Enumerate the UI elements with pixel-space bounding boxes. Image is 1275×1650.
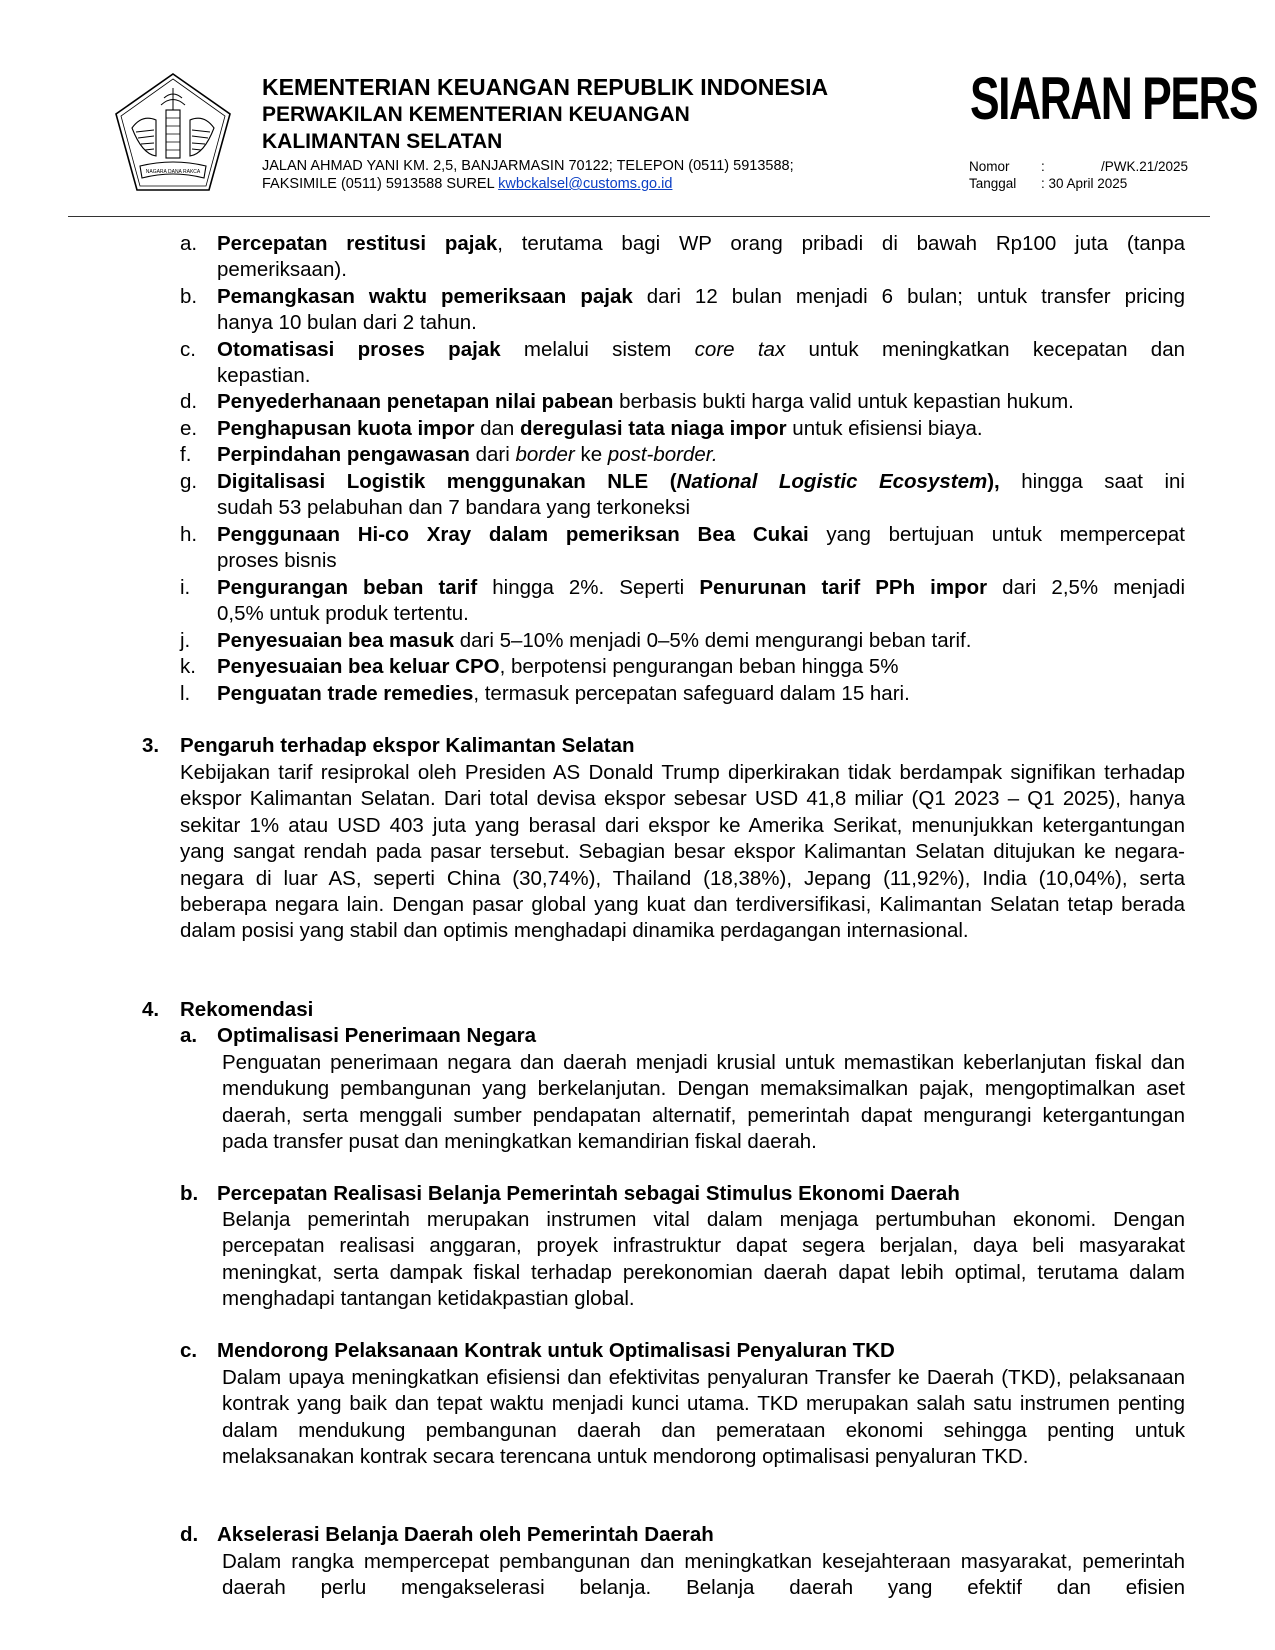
list-item-continuation: proses bisnis (217, 549, 337, 572)
document-type-title: SIARAN PERS (970, 65, 1258, 132)
nomor-value: /PWK.21/2025 (1101, 159, 1189, 174)
svg-text:NAGARA DANA RAKCA: NAGARA DANA RAKCA (145, 169, 201, 175)
list-item: Penyesuaian bea keluar CPO, berpotensi pengurangan beban hingga 5% (217, 655, 899, 678)
list-marker: b. (180, 285, 198, 308)
letterhead (0, 0, 1275, 222)
list-item: Otomatisasi proses pajak melalui sistem core tax untuk meningkatkan kecepatan dan (217, 338, 1185, 361)
list-item: Penguatan trade remedies, termasuk percepatan safeguard dalam 15 hari. (217, 682, 910, 705)
list-item: Penyesuaian bea masuk dari 5–10% menjadi 0–5% demi mengurangi beban tarif. (217, 629, 972, 652)
section-number: 3. (142, 734, 160, 757)
recommendation-marker: d. (180, 1523, 199, 1546)
recommendation-marker: a. (180, 1024, 198, 1047)
list-item-continuation: 0,5% untuk produk tertentu. (217, 602, 469, 625)
org-region: KALIMANTAN SELATAN (262, 130, 503, 153)
recommendation-marker: b. (180, 1182, 199, 1205)
list-item-continuation: sudah 53 pelabuhan dan 7 bandara yang terkoneksi (217, 496, 691, 519)
tanggal-label: Tanggal (969, 176, 1017, 191)
list-item: Pengurangan beban tarif hingga 2%. Seperti Penurunan tarif PPh impor dari 2,5% menjadi (217, 576, 1185, 599)
list-marker: j. (180, 629, 191, 652)
nomor-separator: : (1041, 159, 1045, 174)
list-item-continuation: kepastian. (217, 364, 311, 387)
list-item: Penggunaan Hi-co Xray dalam pemeriksan Bea Cukai yang bertujuan untuk mempercepat (217, 523, 1185, 546)
recommendation-title: Mendorong Pelaksanaan Kontrak untuk Optimalisasi Penyaluran TKD (217, 1339, 895, 1362)
section-title: Pengaruh terhadap ekspor Kalimantan Selatan (180, 734, 635, 757)
recommendation-paragraph: Dalam rangka mempercepat pembangunan dan meningkatkan kesejahteraan masyarakat, pemerintah daerah perlu mengakselerasi belanja. Belanja daerah yang efektif dan efisien (222, 1550, 1185, 1600)
list-marker: d. (180, 390, 198, 413)
ministry-emblem-icon (112, 70, 234, 198)
recommendation-paragraph: Dalam upaya meningkatkan efisiensi dan efektivitas penyaluran Transfer ke Daerah (TKD), pelaksanaan kontrak yang baik dan tepat waktu menjadi kunci utama. TKD merupakan salah satu instrumen penting dalam mendukung pembangunan daerah dan pemerataan ekonomi sehingga penting untuk melaksanakan kontrak secara terencana untuk mendorong optimalisasi penyaluran TKD. (222, 1366, 1185, 1469)
recommendation-marker: c. (180, 1339, 198, 1362)
org-name: KEMENTERIAN KEUANGAN REPUBLIK INDONESIA (262, 74, 829, 100)
list-marker: e. (180, 417, 198, 440)
recommendation-title: Optimalisasi Penerimaan Negara (217, 1024, 537, 1047)
list-marker: c. (180, 338, 196, 361)
list-item: Penghapusan kuota impor dan deregulasi tata niaga impor untuk efisiensi biaya. (217, 417, 983, 440)
section-number: 4. (142, 998, 160, 1021)
recommendation-title: Percepatan Realisasi Belanja Pemerintah sebagai Stimulus Ekonomi Daerah (217, 1182, 960, 1205)
recommendation-title: Akselerasi Belanja Daerah oleh Pemerintah Daerah (217, 1523, 714, 1546)
list-item: Digitalisasi Logistik menggunakan NLE (National Logistic Ecosystem), hingga saat ini (217, 470, 1185, 493)
list-marker: l. (180, 682, 191, 705)
list-item-continuation: hanya 10 bulan dari 2 tahun. (217, 311, 477, 334)
list-marker: h. (180, 523, 198, 546)
org-subunit: PERWAKILAN KEMENTERIAN KEUANGAN (262, 103, 690, 126)
recommendation-paragraph: Belanja pemerintah merupakan instrumen vital dalam menjaga pertumbuhan ekonomi. Dengan percepatan realisasi anggaran, proyek infrastruktur dapat segera berjalan, daya beli masyarakat meningkat, serta dampak fiskal terhadap perekonomian daerah dapat lebih optimal, terutama dalam menghadapi tantangan ketidakpastian global. (222, 1208, 1185, 1311)
list-item: Perpindahan pengawasan dari border ke post-border. (217, 443, 718, 466)
list-marker: i. (180, 576, 191, 599)
section-title: Rekomendasi (180, 998, 314, 1021)
list-item: Percepatan restitusi pajak, terutama bagi WP orang pribadi di bawah Rp100 juta (tanpa (217, 232, 1185, 255)
email-link[interactable]: kwbckalsel@customs.go.id (498, 176, 673, 192)
recommendation-paragraph: Penguatan penerimaan negara dan daerah menjadi krusial untuk memastikan keberlanjutan fiskal dan mendukung pembangunan yang berkelanjutan. Dengan memaksimalkan pajak, mengoptimalkan aset daerah, serta menggali sumber pendapatan alternatif, pemerintah dapat mengurangi ketergantungan pada transfer pusat dan meningkatkan kemandirian fiskal daerah. (222, 1051, 1185, 1154)
list-item-continuation: pemeriksaan). (217, 258, 347, 281)
tanggal-value: : 30 April 2025 (1041, 176, 1128, 191)
nomor-label: Nomor (969, 159, 1010, 174)
contact-line: FAKSIMILE (0511) 5913588 SUREL kwbckalsel@customs.go.id (262, 176, 673, 192)
list-marker: f. (180, 443, 192, 466)
header-divider (68, 216, 1210, 217)
section-paragraph: Kebijakan tarif resiprokal oleh Presiden AS Donald Trump diperkirakan tidak berdampak signifikan terhadap ekspor Kalimantan Selatan. Dari total devisa ekspor sebesar USD 41,8 miliar (Q1 2023 – Q1 2025), hanya sekitar 1% atau USD 403 juta yang berasal dari ekspor ke Amerika Serikat, menunjukkan ketergantungan yang sangat rendah pada pasar tersebut. Sebagian besar ekspor Kalimantan Selatan ditujukan ke negara-negara di luar AS, seperti China (30,74%), Thailand (18,38%), Jepang (11,92%), India (10,04%), serta beberapa negara lain. Dengan pasar global yang kuat dan terdiversifikasi, Kalimantan Selatan tetap berada dalam posisi yang stabil dan optimis menghadapi dinamika perdagangan internasional. (180, 761, 1185, 943)
list-marker: k. (180, 655, 196, 678)
list-marker: g. (180, 470, 198, 493)
address-line: JALAN AHMAD YANI KM. 2,5, BANJARMASIN 70122; TELEPON (0511) 5913588; (262, 158, 794, 174)
list-item: Penyederhanaan penetapan nilai pabean berbasis bukti harga valid untuk kepastian hukum. (217, 390, 1074, 413)
list-item: Pemangkasan waktu pemeriksaan pajak dari 12 bulan menjadi 6 bulan; untuk transfer pricing (217, 285, 1185, 308)
list-marker: a. (180, 232, 198, 255)
